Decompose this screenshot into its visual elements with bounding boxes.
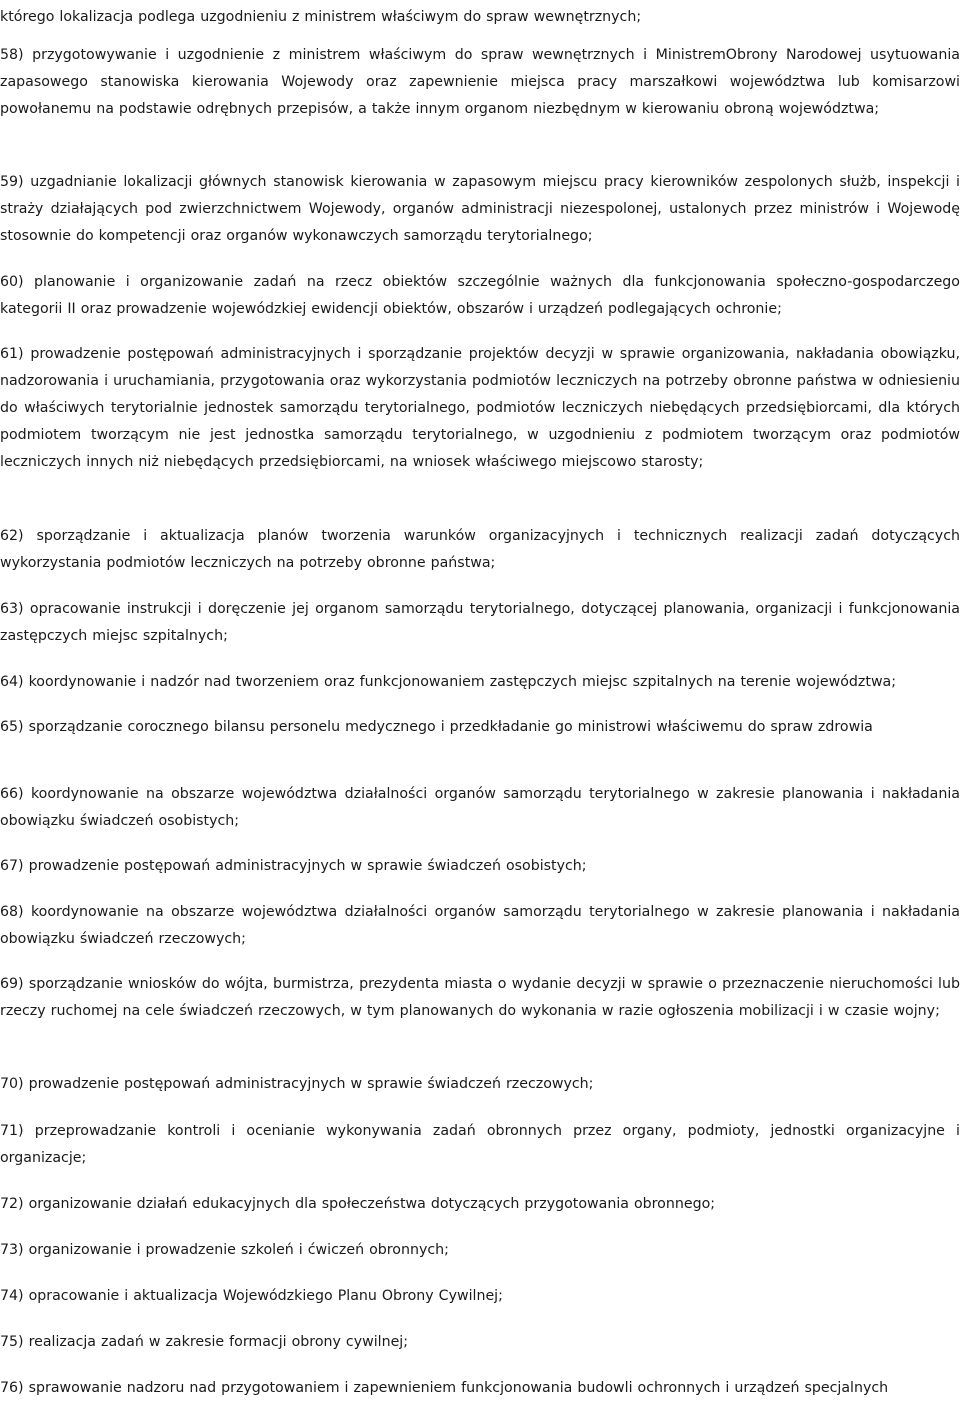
paragraph-61: 61) prowadzenie postępowań administracyjnych i sporządzanie projektów decyzji w sprawie organizowania, nakładania obowiązku, nadzorowania i uruchamiania, przygotowania oraz wykorzystania podmiotów leczniczych na potrzeby obronne państwa w odniesieniu do właściwych terytorialnie jednostek samorządu terytorialnego, podmiotów leczniczych niebędących przedsiębiorcami, dla których podmiotem tworzącym nie jest jednostka samorządu terytorialnego, w uzgodnieniu z podmiotem tworzącym oraz podmiotów leczniczych innych niż niebędących przedsiębiorcami, na wniosek właściwego miejscowo starosty; <box>0 346 960 470</box>
paragraph-68: 68) koordynowanie na obszarze województwa działalności organów samorządu terytorialnego w zakresie planowania i nakładania obowiązku świadczeń rzeczowych; <box>0 904 960 947</box>
paragraph-67: 67) prowadzenie postępowań administracyjnych w sprawie świadczeń osobistych; <box>0 858 587 874</box>
paragraph-74: 74) opracowanie i aktualizacja Wojewódzkiego Planu Obrony Cywilnej; <box>0 1288 503 1304</box>
paragraph-76: 76) sprawowanie nadzoru nad przygotowaniem i zapewnieniem funkcjonowania budowli ochronnych i urządzeń specjalnych <box>0 1380 889 1396</box>
paragraph-60: 60) planowanie i organizowanie zadań na rzecz obiektów szczególnie ważnych dla funkcjonowania społeczno-gospodarczego kategorii II oraz prowadzenie wojewódzkiej ewidencji obiektów, obszarów i urządzeń podlegających ochronie; <box>0 274 960 317</box>
paragraph-73: 73) organizowanie i prowadzenie szkoleń i ćwiczeń obronnych; <box>0 1242 449 1258</box>
paragraph-66: 66) koordynowanie na obszarze województwa działalności organów samorządu terytorialnego w zakresie planowania i nakładania obowiązku świadczeń osobistych; <box>0 786 960 829</box>
paragraph-58: 58) przygotowywanie i uzgodnienie z ministrem właściwym do spraw wewnętrznych i MinistremObrony Narodowej usytuowania zapasowego stanowiska kierowania Wojewody oraz zapewnienie miejsca pracy marszałkowi województwa lub komisarzowi powołanemu na podstawie odrębnych przepisów, a także innym organom niezbędnym w kierowaniu obroną województwa; <box>0 47 960 117</box>
paragraph-63: 63) opracowanie instrukcji i doręczenie jej organom samorządu terytorialnego, dotyczącej planowania, organizacji i funkcjonowania zastępczych miejsc szpitalnych; <box>0 601 960 644</box>
paragraph-72: 72) organizowanie działań edukacyjnych dla społeczeństwa dotyczących przygotowania obronnego; <box>0 1196 716 1212</box>
paragraph-62: 62) sporządzanie i aktualizacja planów tworzenia warunków organizacyjnych i technicznych realizacji zadań dotyczących wykorzystania podmiotów leczniczych na potrzeby obronne państwa; <box>0 528 960 571</box>
paragraph-59: 59) uzgadnianie lokalizacji głównych stanowisk kierowania w zapasowym miejscu pracy kierowników zespolonych służb, inspekcji i straży działających pod zwierzchnictwem Wojewody, organów administracji niezespolonej, ustalonych przez ministrów i Wojewodę stosownie do kompetencji oraz organów wykonawczych samorządu terytorialnego; <box>0 174 960 244</box>
paragraph-75: 75) realizacja zadań w zakresie formacji obrony cywilnej; <box>0 1334 409 1350</box>
paragraph-continuation: którego lokalizacja podlega uzgodnieniu z ministrem właściwym do spraw wewnętrznych; <box>0 9 642 25</box>
paragraph-71: 71) przeprowadzanie kontroli i ocenianie wykonywania zadań obronnych przez organy, podmioty, jednostki organizacyjne i organizacje; <box>0 1123 960 1166</box>
paragraph-65: 65) sporządzanie corocznego bilansu personelu medycznego i przedkładanie go ministrowi właściwemu do spraw zdrowia <box>0 719 873 735</box>
paragraph-69: 69) sporządzanie wniosków do wójta, burmistrza, prezydenta miasta o wydanie decyzji w sprawie o przeznaczenie nieruchomości lub rzeczy ruchomej na cele świadczeń rzeczowych, w tym planowanych do wykonania w razie ogłoszenia mobilizacji i w czasie wojny; <box>0 976 960 1019</box>
paragraph-70: 70) prowadzenie postępowań administracyjnych w sprawie świadczeń rzeczowych; <box>0 1076 594 1092</box>
paragraph-64: 64) koordynowanie i nadzór nad tworzeniem oraz funkcjonowaniem zastępczych miejsc szpitalnych na terenie województwa; <box>0 674 897 690</box>
